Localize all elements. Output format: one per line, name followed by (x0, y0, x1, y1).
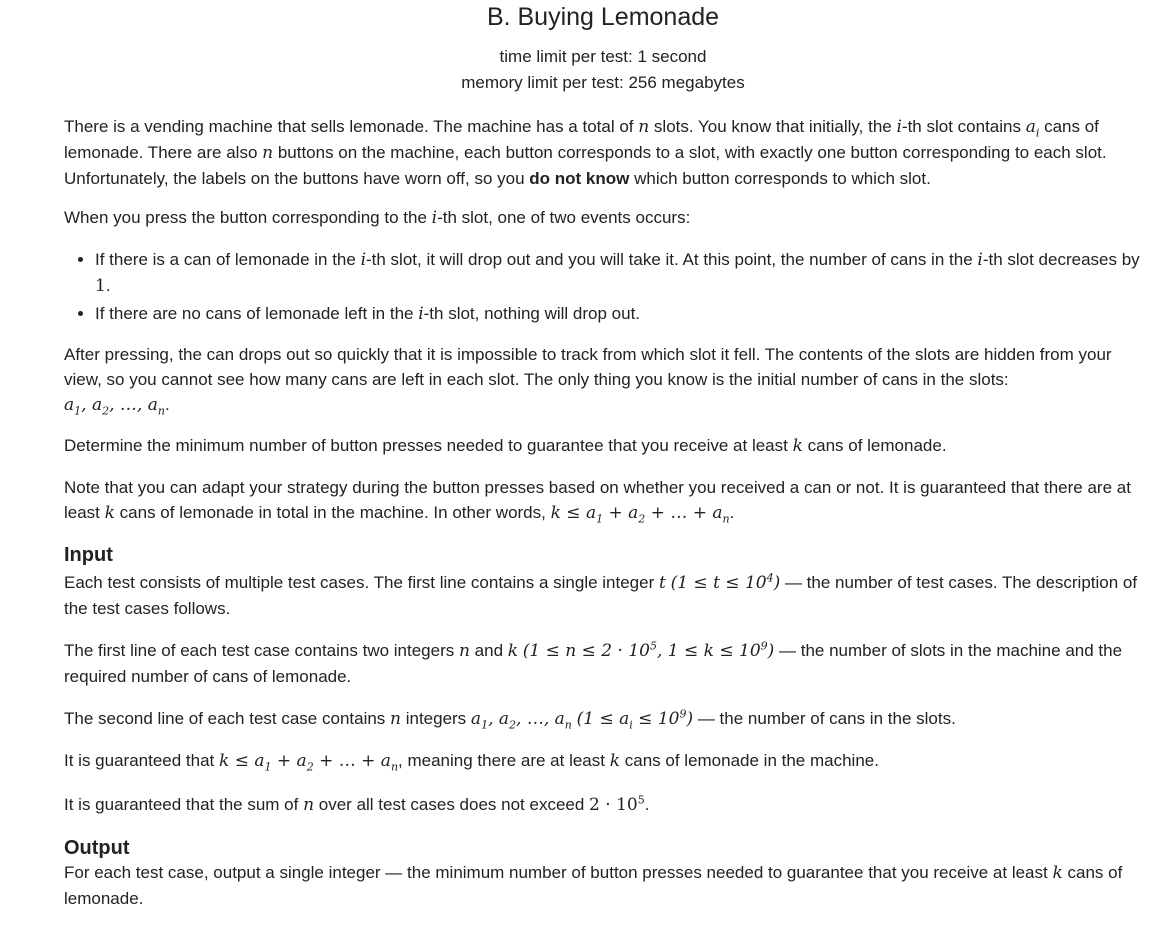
input-paragraph-2: The first line of each test case contains two integers n and k ($1 \le n \le 2 \cdot 10^5$, $1 \le k \le 10^9$) — the number of slots in the machine and the required number of cans of lemonade. (64, 639, 1123, 686)
statement-paragraph-3: After pressing, the can drops out so quickly that it is impossible to track from which slot it fell. The contents of the slots are hidden from your view, so you cannot see how many cans are left in each slot. The only thing you know is the initial number of cans in the slots: $a_1$, $a_2$, …, $a_n$. (64, 345, 1112, 418)
list-item: • If there is a can of lemonade in the i-th slot, it will drop out and you will take it. At this point, the number of cans in the i-th slot decreases by 1. (95, 247, 1155, 299)
time-limit: time limit per test: 1 second (499, 47, 707, 66)
output-paragraph-1: For each test case, output a single integer — the minimum number of button presses needed to guarantee that you receive at least k cans of lemonade. (64, 863, 1123, 908)
statement-paragraph-4: Determine the minimum number of button presses needed to guarantee that you receive at least k cans of lemonade. (64, 436, 947, 456)
list-item: • If there are no cans of lemonade left in the i-th slot, nothing will drop out. (95, 301, 1155, 327)
problem-title: B. Buying Lemonade (486, 3, 720, 31)
output-heading: Output (64, 837, 130, 859)
statement-paragraph-2: When you press the button corresponding to the i-th slot, one of two events occurs: (64, 208, 691, 228)
events-list (64, 247, 1155, 329)
input-paragraph-1: Each test consists of multiple test cases. The first line contains a single integer t $(1 \le t \le 10^4)$ — the number of test cases. The description of the test cases follows. (64, 571, 1138, 618)
statement-paragraph-1: There is a vending machine that sells lemonade. The machine has a total of n slots. You know that initially, the i-th slot contains $a_i$ cans of lemonade. There are also n buttons on the machine, each button corresponds to a slot, with exactly one button corresponding to each slot. Unfortunately, the labels on the buttons have worn off, so you do not know which button corresponds to which slot. (64, 117, 1107, 188)
input-paragraph-3: The second line of each test case contains n integers $a_1$, $a_2$, …, $a_n$ $(1 \le a_i \le 10^9)$ — the number of cans in the slots. (64, 707, 956, 732)
statement-paragraph-5: Note that you can adapt your strategy during the button presses based on whether you received a can or not. It is guaranteed that there are at least k cans of lemonade in total in the machine. In other words, $k \le a_1 + a_2$ + … + $a_n$. (64, 478, 1131, 526)
input-paragraph-5: It is guaranteed that the sum of n over all test cases does not exceed $2 \cdot 10^5$. (64, 793, 650, 815)
input-paragraph-4: It is guaranteed that $k \le a_1 + a_2$ + … + $a_n$, meaning there are at least k cans of lemonade in the machine. (64, 751, 879, 774)
memory-limit: memory limit per test: 256 megabytes (461, 73, 745, 92)
input-heading: Input (64, 544, 113, 566)
